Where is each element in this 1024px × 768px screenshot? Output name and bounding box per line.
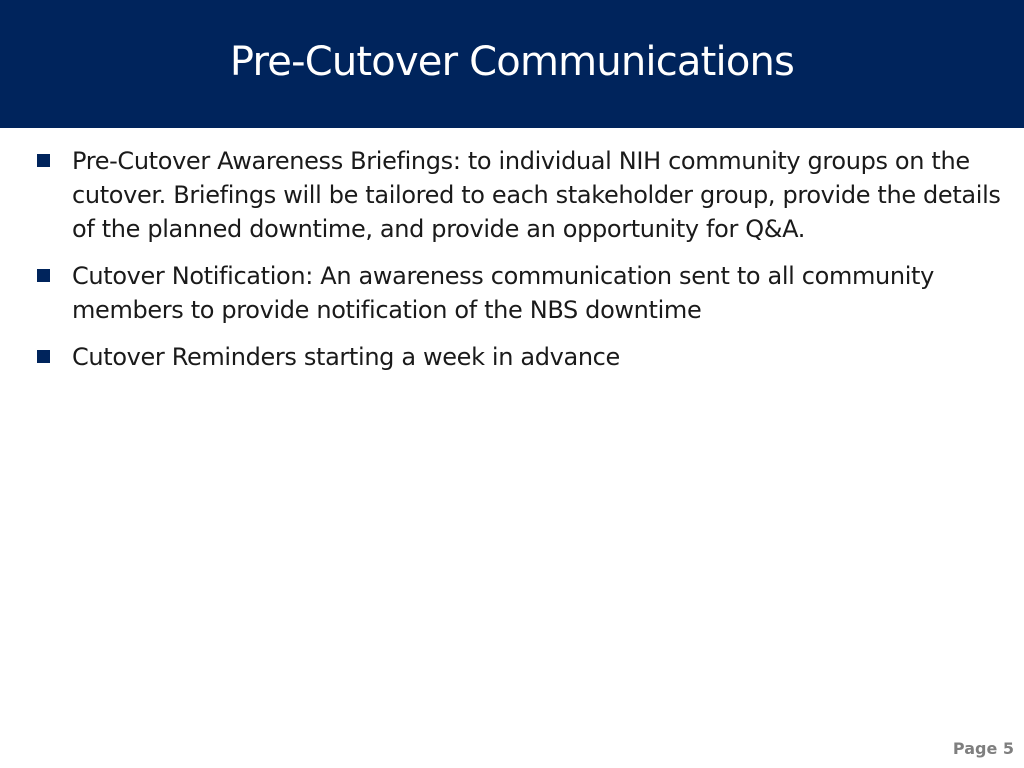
square-bullet-icon xyxy=(37,154,50,167)
slide-title: Pre-Cutover Communications xyxy=(229,39,795,85)
bullet-text: Cutover Reminders starting a week in advance xyxy=(72,343,620,371)
bullet-list xyxy=(35,144,1010,387)
title-banner xyxy=(0,0,1024,128)
square-bullet-icon xyxy=(37,269,50,282)
square-bullet-icon xyxy=(37,350,50,363)
bullet-item xyxy=(35,340,1010,374)
bullet-text: Pre-Cutover Awareness Briefings: to individual NIH community groups on the cutover. Briefings will be tailored to each stakeholder group, provide the details of the planned downtime, and provide an opportunity for Q&A. xyxy=(72,147,1001,243)
page-number: Page 5 xyxy=(952,739,1014,758)
bullet-item xyxy=(35,144,1010,246)
bullet-item xyxy=(35,259,1010,327)
bullet-text: Cutover Notification: An awareness communication sent to all community members to provide notification of the NBS downtime xyxy=(72,262,934,324)
